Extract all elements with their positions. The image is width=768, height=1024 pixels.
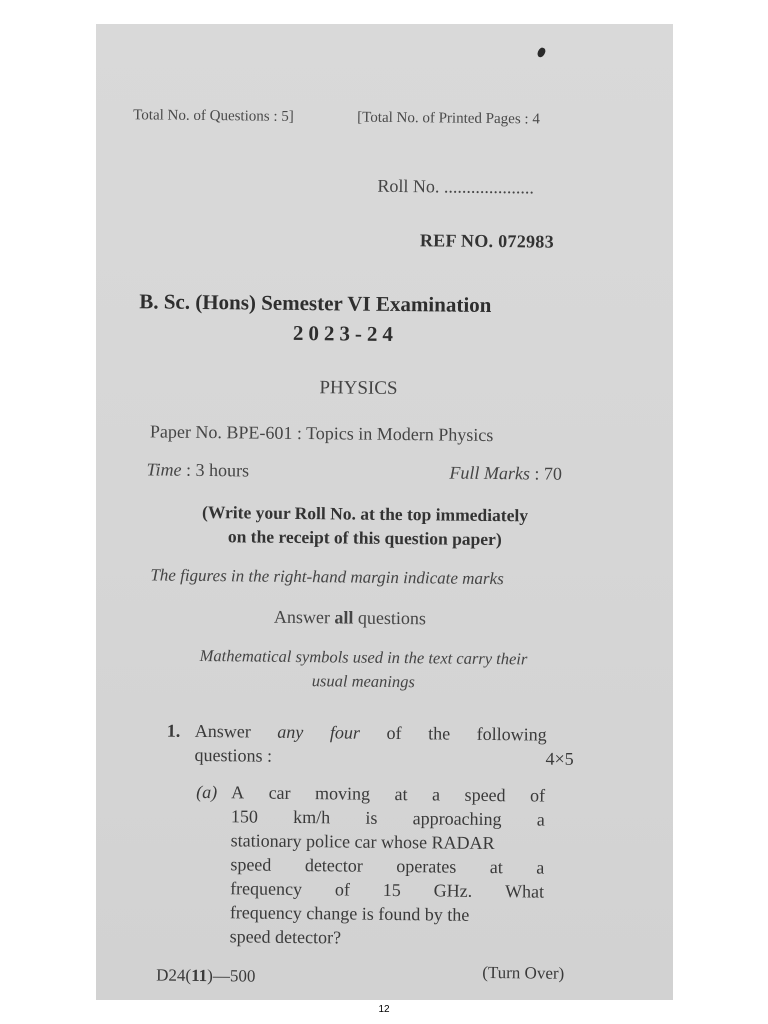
- part-a-word: 150: [230, 806, 258, 827]
- page-number: 12: [378, 1004, 390, 1015]
- total-questions: Total No. of Questions : 5]: [133, 107, 294, 125]
- marks-label: Full Marks: [449, 462, 531, 484]
- math-symbols-note-line-1: Mathematical symbols used in the text carry their: [199, 645, 528, 669]
- part-a-word: approaching: [412, 808, 502, 830]
- margin-marks-note: The figures in the right-hand margin indicate marks: [150, 565, 504, 589]
- part-a-label: (a): [196, 781, 218, 803]
- paper-code-suffix: )—500: [207, 966, 256, 986]
- part-a-word: is: [365, 807, 378, 828]
- part-a-word: stationary police car whose RADAR: [230, 830, 495, 854]
- subject-title: PHYSICS: [319, 377, 398, 400]
- part-a-word: GHz.: [433, 880, 473, 901]
- part-a-line-2: [231, 806, 545, 830]
- answer-bold: all: [334, 607, 354, 628]
- part-a-line-6: [230, 902, 544, 926]
- part-a-word: car: [268, 782, 291, 803]
- answer-prefix: Answer: [273, 606, 335, 628]
- roll-instruction-line-2: on the receipt of this question paper): [227, 526, 502, 550]
- answer-all-instruction: [274, 607, 426, 630]
- paper-title: Paper No. BPE-601 : Topics in Modern Physics: [149, 421, 494, 446]
- reference-number: REF NO. 072983: [419, 230, 555, 252]
- part-a-word: moving: [315, 783, 371, 804]
- part-a-line-7: [230, 926, 544, 950]
- part-a-word: at: [489, 857, 503, 878]
- part-a-line-1: [231, 782, 545, 806]
- full-marks: [449, 463, 562, 485]
- part-a-word: a: [536, 809, 545, 830]
- q1-word: of: [386, 722, 402, 744]
- part-a-word: speed: [230, 854, 272, 875]
- part-a-line-5: [230, 878, 544, 902]
- part-a-word: at: [394, 784, 408, 805]
- math-symbols-note-line-2: usual meanings: [311, 671, 415, 692]
- question-1-line-1: [195, 721, 547, 746]
- time-value: : 3 hours: [181, 459, 250, 481]
- roll-number-field: Roll No. ....................: [377, 175, 535, 198]
- part-a-word: of: [334, 879, 351, 900]
- part-a-word: operates: [396, 856, 457, 877]
- part-a-word: speed: [464, 784, 506, 806]
- ink-mark: [536, 47, 546, 59]
- part-a-line-4: [230, 854, 544, 878]
- part-a-word: km/h: [293, 806, 331, 828]
- part-a-word: 15: [382, 879, 401, 901]
- exam-year: 2023-24: [292, 320, 399, 347]
- time-label: Time: [146, 459, 182, 480]
- marks-value: : 70: [529, 463, 563, 484]
- part-a-line-3: [231, 830, 545, 854]
- exam-title: B. Sc. (Hons) Semester VI Examination: [139, 289, 492, 317]
- printed-pages: [Total No. of Printed Pages : 4: [357, 109, 540, 128]
- page-content: [96, 24, 673, 1000]
- part-a-word: What: [504, 881, 545, 902]
- part-a-word: a: [432, 784, 441, 805]
- q1-word: the: [428, 723, 451, 744]
- q1-word: Answer: [194, 720, 251, 742]
- part-a-word: A: [231, 782, 245, 803]
- question-1-line-2: questions :: [194, 744, 273, 766]
- q1-word: four: [329, 722, 361, 743]
- q1-word: following: [476, 723, 547, 745]
- paper-code-bold: 11: [191, 965, 208, 986]
- part-a-word: frequency: [230, 878, 303, 900]
- question-paper-page: [96, 24, 673, 1000]
- paper-code-prefix: D24(: [156, 965, 192, 985]
- q1-word: any: [277, 721, 304, 743]
- part-a-word: frequency change is found by the: [229, 902, 470, 925]
- part-a-word: detector: [304, 855, 363, 876]
- question-1-number: 1.: [166, 720, 181, 741]
- question-1-marks: 4×5: [545, 748, 574, 769]
- part-a-word: of: [529, 785, 546, 806]
- part-a-word: a: [536, 857, 545, 878]
- roll-instruction-line-1: (Write your Roll No. at the top immediately: [201, 501, 529, 526]
- time-allowed: [146, 459, 249, 481]
- part-a-word: speed detector?: [229, 926, 342, 948]
- answer-suffix: questions: [353, 607, 427, 629]
- paper-code: [156, 966, 255, 987]
- turn-over-note: (Turn Over): [482, 962, 565, 983]
